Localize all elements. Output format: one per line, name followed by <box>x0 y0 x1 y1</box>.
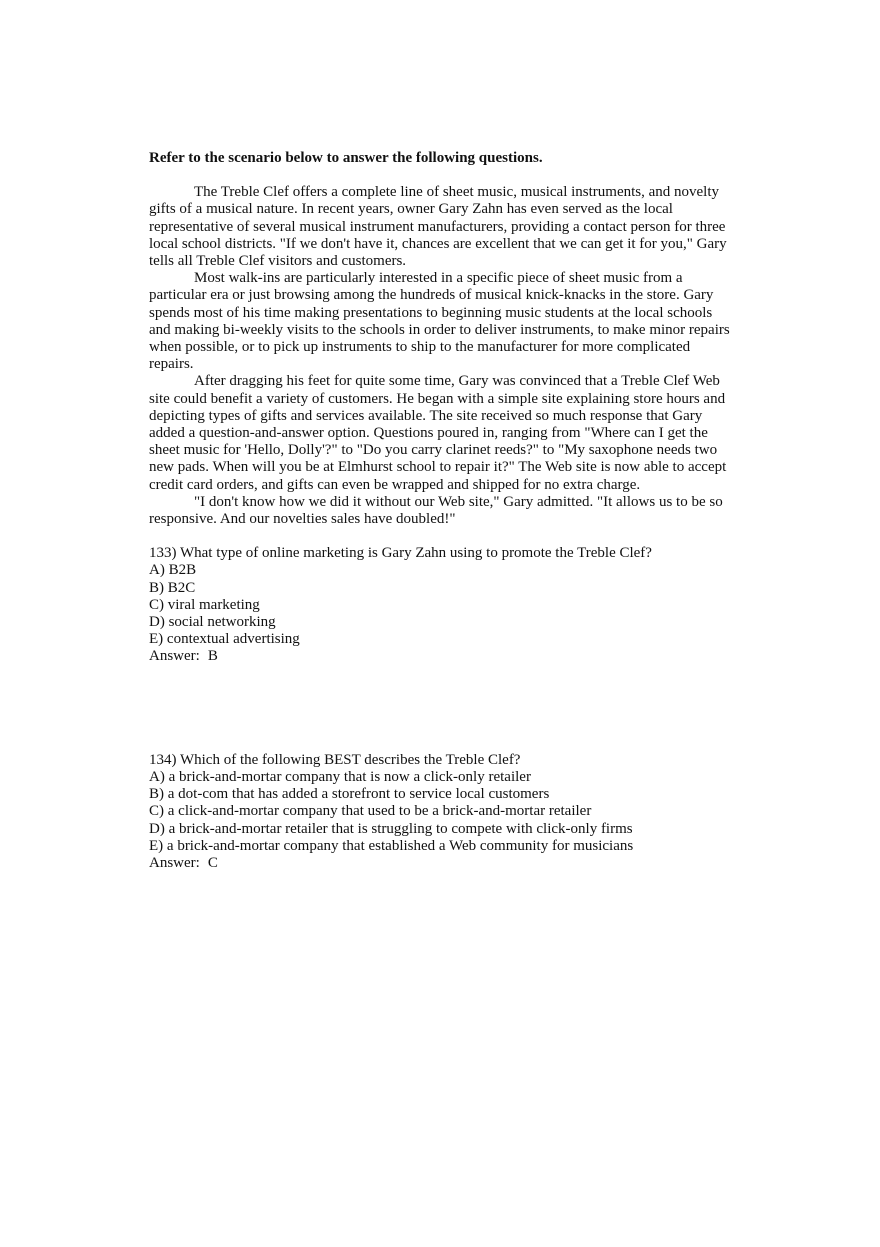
scenario-paragraph-2: Most walk-ins are particularly interested in a specific piece of sheet music from a particular era or just browsing among the hundreds of musical knick-knacks in the store. Gary spends most of his time making presentations to beginning music students at the local schools and making bi-weekly visits to the schools in order to deliver instruments, to make minor repairs when possible, or to pick up instruments to ship to the manufacturer for more complicated repairs. <box>149 270 730 373</box>
question-134-option-b: B) a dot-com that has added a storefront to service local customers <box>149 786 550 803</box>
scenario-paragraph-4: "I don't know how we did it without our Web site," Gary admitted. "It allows us to be so responsive. And our novelties sales have doubled!" <box>149 493 723 528</box>
question-133-answer-value: B <box>207 648 218 665</box>
question-133-stem: 133) What type of online marketing is Gary Zahn using to promote the Treble Clef? <box>149 545 652 562</box>
question-133-answer <box>149 648 734 665</box>
question-134-stem: 134) Which of the following BEST describes the Treble Clef? <box>149 751 521 768</box>
question-134-option-c: C) a click-and-mortar company that used to be a brick-and-mortar retailer <box>149 803 592 820</box>
question-134 <box>149 752 734 872</box>
question-134-option-e: E) a brick-and-mortar company that established a Web community for musicians <box>149 837 634 854</box>
question-134-answer-label: Answer: <box>149 854 200 871</box>
question-134-answer-value: C <box>207 854 218 871</box>
question-133 <box>149 545 734 665</box>
scenario-text <box>149 184 734 528</box>
question-133-option-b: B) B2C <box>149 579 196 596</box>
question-133-option-e: E) contextual advertising <box>149 631 300 648</box>
page-content <box>149 150 734 872</box>
question-133-option-a: A) B2B <box>149 562 197 579</box>
scenario-paragraph-3: After dragging his feet for quite some time, Gary was convinced that a Treble Clef Web site could benefit a variety of customers. He began with a simple site explaining store hours and depicting types of gifts and services available. The site received so much response that Gary added a question-and-answer option. Questions poured in, ranging from "Where can I get the sheet music for 'Hello, Dolly'?" to "Do you carry clarinet reeds?" to "My saxophone needs two new pads. When will you be at Elmhurst school to repair it?" The Web site is now able to accept credit card orders, and gifts can even be wrapped and shipped for no extra charge. <box>149 373 727 493</box>
question-133-answer-label: Answer: <box>149 648 200 665</box>
scenario-paragraph-1: The Treble Clef offers a complete line of sheet music, musical instruments, and novelty gifts of a musical nature. In recent years, owner Gary Zahn has even served as the local representative of several musical instrument manufacturers, providing a contact person for three local school districts. "If we don't have it, chances are excellent that we can get it for you," Gary tells all Treble Clef visitors and customers. <box>149 184 727 270</box>
question-133-option-d: D) social networking <box>149 614 276 631</box>
question-134-option-d: D) a brick-and-mortar retailer that is struggling to compete with click-only firms <box>149 820 633 837</box>
question-133-option-c: C) viral marketing <box>149 596 260 613</box>
question-134-answer <box>149 855 734 872</box>
scenario-heading: Refer to the scenario below to answer the following questions. <box>149 150 543 166</box>
question-134-option-a: A) a brick-and-mortar company that is now a click-only retailer <box>149 768 531 785</box>
